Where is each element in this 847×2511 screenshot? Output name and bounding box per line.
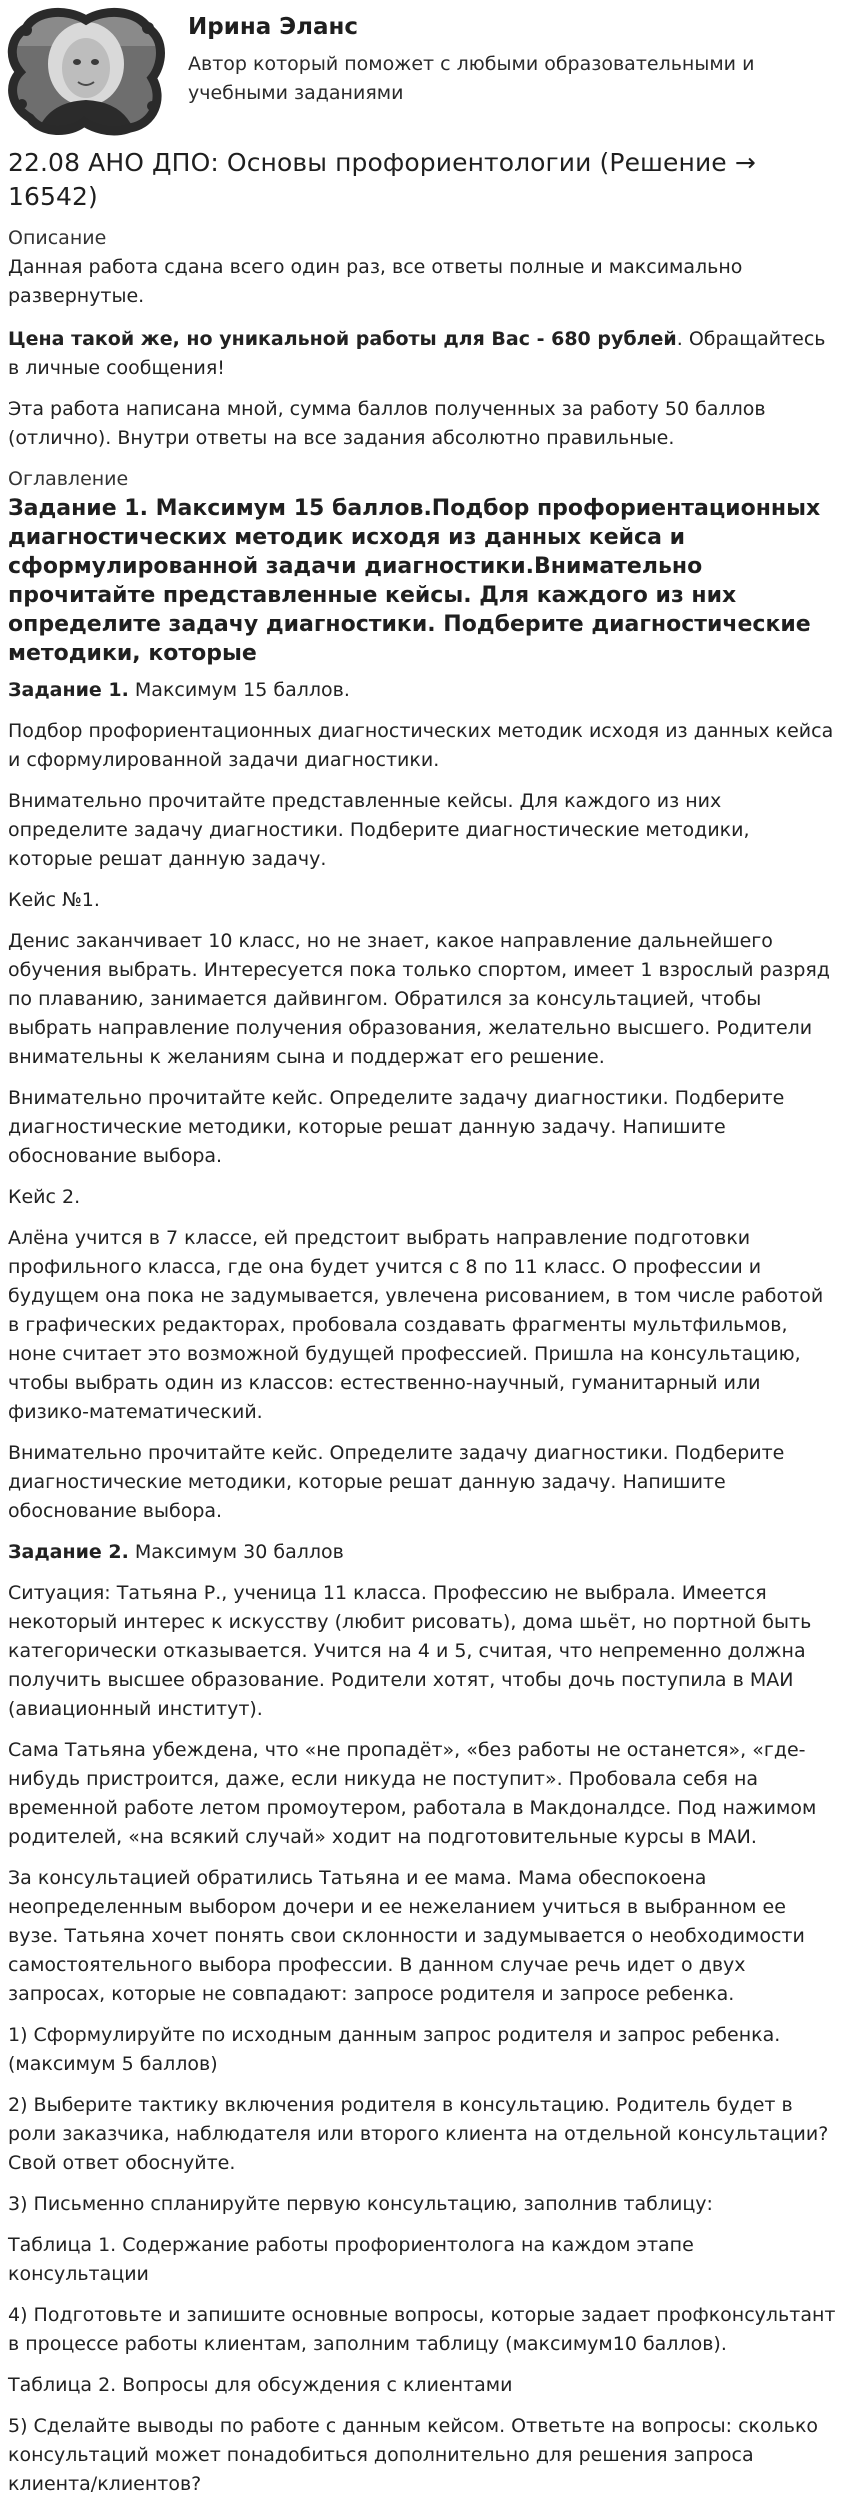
case2-label: Кейс 2.	[8, 1186, 81, 1208]
task1-bold: Задание 1.	[8, 679, 129, 701]
avatar-image	[6, 6, 166, 136]
question-5: 5) Сделайте выводы по работе с данным кейсом. Ответьте на вопросы: сколько консультаций может понадобиться дополнительно для решения запроса клиента/клиентов?	[8, 2415, 819, 2495]
paragraph: Алёна учится в 7 классе, ей предстоит выбрать направление подготовки профильного класса, где она будет учится с 8 по 11 класс. О профессии и будущем она пока не задумывается, увлечена рисованием, в том числе работой в графических редакторах, пробовала создавать фрагменты мультфильмов, ноне считает это возможной будущей профессией. Пришла на консультацию, чтобы выбрать один из классов: естественно-научный, гуманитарный или физико-математический.	[8, 1227, 824, 1423]
table1-caption: Таблица 1. Содержание работы профориентолога на каждом этапе консультации	[8, 2234, 694, 2285]
author-info	[188, 6, 839, 108]
author-avatar[interactable]	[6, 6, 166, 136]
task1-rest: Максимум 15 баллов.	[128, 679, 350, 701]
document-title: 22.08 АНО ДПО: Основы профориентологии (Решение → 16542)	[8, 148, 756, 211]
toc-heading[interactable]: Задание 1. Максимум 15 баллов.Подбор профориентационных диагностических методик исходя из данных кейса и сформулированной задачи диагностики.Внимательно прочитайте представленные кейсы. Для каждого из них определите задачу диагностики. Подберите диагностические методики, которые	[8, 496, 821, 666]
author-note: Эта работа написана мной, сумма баллов полученных за работу 50 баллов (отлично). Внутри ответы на все задания абсолютно правильные.	[8, 398, 766, 449]
author-description: Автор который поможет с любыми образовательными и учебными заданиями	[188, 53, 755, 104]
table2-caption: Таблица 2. Вопросы для обсуждения с клиентами	[8, 2374, 513, 2396]
paragraph: Внимательно прочитайте представленные кейсы. Для каждого из них определите задачу диагностики. Подберите диагностические методики, которые решат данную задачу.	[8, 790, 750, 870]
price-rest: . Обращайтесь в личные сообщения!	[8, 328, 826, 379]
question-2: 2) Выберите тактику включения родителя в консультацию. Родитель будет в роли заказчика, наблюдателя или второго клиента на отдельной консультации? Свой ответ обоснуйте.	[8, 2094, 829, 2174]
description-label: Описание	[8, 227, 107, 249]
case1-label: Кейс №1.	[8, 889, 100, 911]
paragraph: Сама Татьяна убеждена, что «не пропадёт», «без работы не останется», «где-нибудь пристроится, даже, если никуда не поступит». Пробовала себя на временной работе летом промоутером, работала в Макдоналдсе. Под нажимом родителей, «на всякий случай» ходит на подготовительные курсы в МАИ.	[8, 1739, 817, 1848]
question-3: 3) Письменно спланируйте первую консультацию, заполнив таблицу:	[8, 2193, 713, 2215]
price-bold: Цена такой же, но уникальной работы для Вас - 680 рублей	[8, 328, 677, 350]
question-4: 4) Подготовьте и запишите основные вопросы, которые задает профконсультант в процессе работы клиентам, заполним таблицу (максимум10 баллов).	[8, 2304, 836, 2355]
author-name[interactable]: Ирина Эланс	[188, 14, 359, 40]
question-1: 1) Сформулируйте по исходным данным запрос родителя и запрос ребенка. (максимум 5 баллов)	[8, 2024, 781, 2075]
paragraph: Подбор профориентационных диагностических методик исходя из данных кейса и сформулированной задачи диагностики.	[8, 720, 834, 771]
paragraph: Внимательно прочитайте кейс. Определите задачу диагностики. Подберите диагностические методики, которые решат данную задачу. Напишите обоснование выбора.	[8, 1442, 785, 1522]
toc-label: Оглавление	[8, 468, 129, 490]
task2-header	[8, 1538, 839, 1567]
paragraph: Внимательно прочитайте кейс. Определите задачу диагностики. Подберите диагностические методики, которые решат данную задачу. Напишите обоснование выбора.	[8, 1087, 785, 1167]
paragraph: Денис заканчивает 10 класс, но не знает, какое направление дальнейшего обучения выбрать. Интересуется пока только спортом, имеет 1 взрослый разряд по плаванию, занимается дайвингом. Обратился за консультацией, чтобы выбрать направление получения образования, желательно высшего. Родители внимательны к желаниям сына и поддержат его решение.	[8, 930, 830, 1068]
task2-bold: Задание 2.	[8, 1541, 129, 1563]
paragraph: Ситуация: Татьяна Р., ученица 11 класса. Профессию не выбрала. Имеется некоторый интерес к искусству (любит рисовать), дома шьёт, но портной быть категорически отказывается. Учится на 4 и 5, считая, что непременно должна получить высшее образование. Родители хотят, чтобы дочь поступила в МАИ (авиационный институт).	[8, 1582, 812, 1720]
task2-rest: Максимум 30 баллов	[128, 1541, 344, 1563]
description-text: Данная работа сдана всего один раз, все ответы полные и максимально развернутые.	[8, 256, 743, 307]
price-line	[8, 325, 839, 383]
author-card	[8, 0, 839, 146]
paragraph: За консультацией обратились Татьяна и ее мама. Мама обеспокоена неопределенным выбором дочери и ее нежеланием учиться в выбранном ее вузе. Татьяна хочет понять свои склонности и задумывается о необходимости самостоятельного выбора профессии. В данном случае речь идет о двух запросах, которые не совпадают: запросе родителя и запросе ребенка.	[8, 1867, 805, 2005]
task1-header	[8, 676, 839, 705]
